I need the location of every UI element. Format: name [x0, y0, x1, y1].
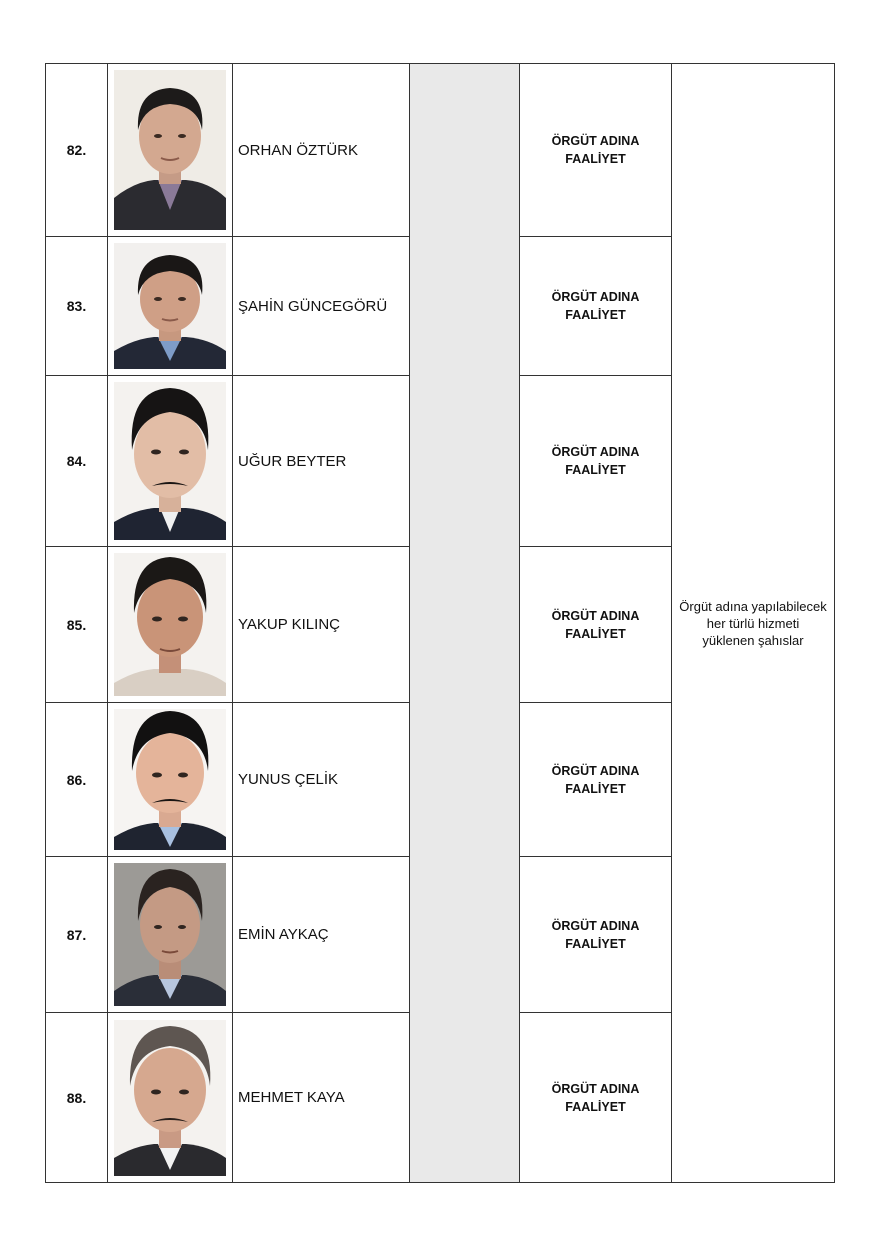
charge-cell — [520, 857, 672, 1013]
portrait-icon — [114, 382, 226, 540]
person-photo — [108, 376, 233, 547]
row-number: 88. — [46, 1013, 108, 1183]
row-number: 83. — [46, 237, 108, 376]
row-number: 87. — [46, 857, 108, 1013]
charge-cell — [520, 237, 672, 376]
person-name: ŞAHİN GÜNCEGÖRÜ — [233, 237, 410, 376]
person-name: UĞUR BEYTER — [233, 376, 410, 547]
charge-line: FAALİYET — [565, 463, 626, 477]
person-photo — [108, 703, 233, 857]
person-table — [45, 63, 835, 1183]
person-name: EMİN AYKAÇ — [233, 857, 410, 1013]
person-photo — [108, 857, 233, 1013]
row-number: 82. — [46, 64, 108, 237]
charge-line: ÖRGÜT ADINA — [551, 1081, 640, 1096]
charge-line: ÖRGÜT ADINA — [551, 290, 640, 304]
charge-line: FAALİYET — [565, 626, 626, 641]
table-row — [46, 64, 835, 237]
description-line: yüklenen şahıslar — [702, 632, 804, 648]
person-name: YAKUP KILINÇ — [233, 547, 410, 703]
charge-line: FAALİYET — [565, 152, 626, 166]
person-name: MEHMET KAYA — [233, 1013, 410, 1183]
charge-cell — [520, 376, 672, 547]
row-number: 84. — [46, 376, 108, 547]
charge-line: FAALİYET — [565, 308, 626, 322]
portrait-icon — [114, 70, 226, 230]
charge-cell — [520, 703, 672, 857]
person-photo — [108, 1013, 233, 1183]
charge-cell — [520, 547, 672, 703]
portrait-icon — [114, 1020, 226, 1176]
redacted-column — [410, 64, 520, 1183]
charge-line: FAALİYET — [565, 936, 626, 951]
charge-line: ÖRGÜT ADINA — [551, 608, 640, 623]
row-number: 86. — [46, 703, 108, 857]
charge-cell — [520, 64, 672, 237]
charge-cell — [520, 1013, 672, 1183]
person-photo — [108, 547, 233, 703]
row-number: 85. — [46, 547, 108, 703]
charge-line: FAALİYET — [565, 1099, 626, 1114]
charge-line: ÖRGÜT ADINA — [551, 445, 640, 459]
portrait-icon — [114, 709, 226, 850]
description-line: Örgüt adına yapılabilecek — [679, 598, 827, 614]
person-name: ORHAN ÖZTÜRK — [233, 64, 410, 237]
person-photo — [108, 237, 233, 376]
description-line: her türlü hizmeti — [706, 615, 800, 631]
group-description — [672, 64, 835, 1183]
charge-line: FAALİYET — [565, 781, 626, 796]
person-name: YUNUS ÇELİK — [233, 703, 410, 857]
person-photo — [108, 64, 233, 237]
charge-line: ÖRGÜT ADINA — [551, 918, 640, 933]
charge-line: ÖRGÜT ADINA — [551, 134, 640, 148]
portrait-icon — [114, 243, 226, 369]
portrait-icon — [114, 863, 226, 1006]
charge-line: ÖRGÜT ADINA — [551, 763, 640, 778]
portrait-icon — [114, 553, 226, 696]
